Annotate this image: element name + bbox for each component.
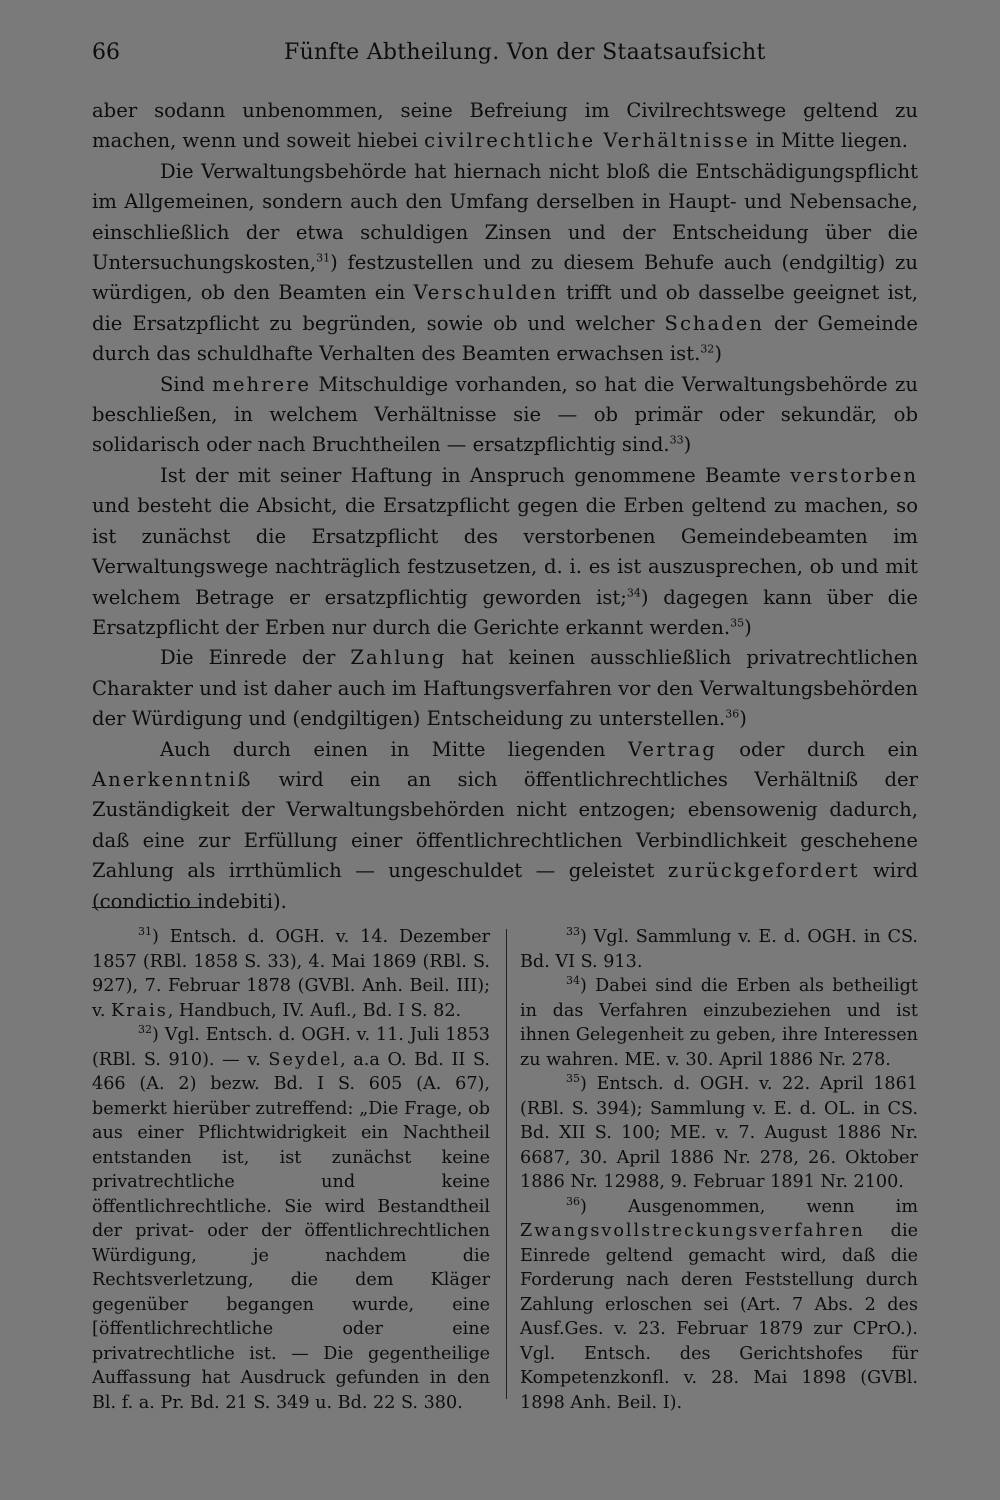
footnotes-left-column <box>92 925 490 1415</box>
running-head: Fünfte Abtheilung. Von der Staatsaufsicht <box>284 40 766 65</box>
main-text <box>92 96 918 917</box>
footnote-36: $^{36}$) Ausgenommen, wenn im Zwangsvollstreckungsverfahren die Einrede geltend gemacht wird, daß die Forderung nach deren Feststellung durch Zahlung erloschen sei (Art. 7 Abs. 2 des Ausf.Ges. v. 23. Februar 1879 zur CPrO.). Vgl. Entsch. des Gerichtshofes für Kompetenzkonfl. v. 28. Mai 1898 (GVBl. 1898 Anh. Beil. I). <box>520 1194 918 1413</box>
footnote-ref-31: 31 <box>316 251 331 265</box>
footnote-ref-36: 36 <box>725 707 740 721</box>
paragraph-1: aber sodann unbenommen, seine Befreiung im Civilrechtswege geltend zu machen, wenn und soweit hiebei civilrechtliche Verhältnisse in Mitte liegen. <box>92 99 918 153</box>
page-number: 66 <box>92 40 120 65</box>
footnotes-right-column <box>520 925 918 1415</box>
footnote-ref-33: 33 <box>669 433 684 447</box>
footnote-31: $^{31}$) Entsch. d. OGH. v. 14. Dezember 1857 (RBl. 1858 S. 33), 4. Mai 1869 (RBl. S. 927), 7. Februar 1878 (GVBl. Anh. Beil. III); v. Krais, Handbuch, IV. Aufl., Bd. I S. 82. <box>92 925 490 1021</box>
column-divider <box>506 929 507 1399</box>
paragraph-3: Sind mehrere Mitschuldige vorhanden, so hat die Verwaltungsbehörde zu beschließen, in welchem Verhältnisse sie — ob primär oder sekundär, ob solidarisch oder nach Bruchtheilen — ersatzpflichtig sind.$^{33}$) <box>92 372 918 457</box>
footnote-ref-35: 35 <box>730 616 745 630</box>
paragraph-5: Die Einrede der Zahlung hat keinen ausschließlich privatrechtlichen Charakter und ist daher auch im Haftungsverfahren vor den Verwaltungsbehörden der Würdigung und (endgiltigen) Entscheidung zu unterstellen.$^{36}$) <box>92 646 918 731</box>
paragraph-4: Ist der mit seiner Haftung in Anspruch genommene Beamte verstorben und besteht die Absicht, die Ersatzpflicht gegen die Erben geltend zu machen, so ist zunächst die Ersatzpflicht des verstorbenen Gemeindebeamten im Verwaltungswege nachträglich festzusetzen, d. i. es ist auszusprechen, ob und mit welchem Betrage er ersatzpflichtig geworden ist;$^{34}$) dagegen kann über die Ersatzpflicht der Erben nur durch die Gerichte erkannt werden.$^{35}$) <box>92 463 918 639</box>
paragraph-6: Auch durch einen in Mitte liegenden Vertrag oder durch ein Anerkenntniß wird ein an sich öffentlichrechtliches Verhältniß der Zuständigkeit der Verwaltungsbehörden nicht entzogen; ebensowenig dadurch, daß eine zur Erfüllung einer öffentlichrechtlichen Verbindlichkeit geschehene Zahlung als irrthümlich — ungeschuldet — geleistet zurückgefordert wird (condictio indebiti). <box>92 737 918 913</box>
footnotes <box>92 925 922 1425</box>
paragraph-2: Die Verwaltungsbehörde hat hiernach nicht bloß die Entschädigungspflicht im Allgemeinen, sondern auch den Umfang derselben in Haupt- und Nebensache, einschließlich der etwa schuldigen Zinsen und der Entscheidung über die Untersuchungskosten,$^{31}$) festzustellen und zu diesem Behufe auch (endgiltig) zu würdigen, ob den Beamten ein Verschulden trifft und ob dasselbe geeignet ist, die Ersatzpflicht zu begründen, sowie ob und welcher Schaden der Gemeinde durch das schuldhafte Verhalten des Beamten erwachsen ist.$^{32}$) <box>92 159 918 366</box>
footnote-32: $^{32}$) Vgl. Entsch. d. OGH. v. 11. Juli 1853 (RBl. S. 910). — v. Seydel, a.a O. Bd. II S. 466 (A. 2) bezw. Bd. I S. 605 (A. 67), bemerkt hierüber zutreffend: „Die Frage, ob aus einer Pflichtwidrigkeit ein Nachtheil entstanden ist, ist zunächst keine privatrechtliche und keine öffentlichrechtliche. Sie wird Bestandtheil der privat- oder der öffentlichrechtlichen Würdigung, je nachdem die Rechtsverletzung, die dem Kläger gegenüber begangen wurde, eine [öffentlichrechtliche oder eine privatrechtliche ist. — Die gegentheilige Auffassung hat Ausdruck gefunden in den Bl. f. a. Pr. Bd. 21 S. 349 u. Bd. 22 S. 380. <box>92 1023 490 1413</box>
footnote-ref-34: 34 <box>626 585 641 599</box>
page-header <box>92 40 922 74</box>
footnote-separator-rule <box>92 907 200 908</box>
footnote-ref-32: 32 <box>700 342 715 356</box>
footnote-33: $^{33}$) Vgl. Sammlung v. E. d. OGH. in CS. Bd. VI S. 913. <box>520 925 918 972</box>
footnote-34: $^{34}$) Dabei sind die Erben als betheiligt in das Verfahren einzubeziehen und ist ihnen Gelegenheit zu geben, ihre Interessen zu wahren. ME. v. 30. April 1886 Nr. 278. <box>520 974 918 1070</box>
footnote-35: $^{35}$) Entsch. d. OGH. v. 22. April 1861 (RBl. S. 394); Sammlung v. E. d. OL. in CS. Bd. XII S. 100; ME. v. 7. August 1886 Nr. 6687, 30. April 1886 Nr. 278, 26. Oktober 1886 Nr. 12988, 9. Februar 1891 Nr. 2100. <box>520 1072 918 1192</box>
